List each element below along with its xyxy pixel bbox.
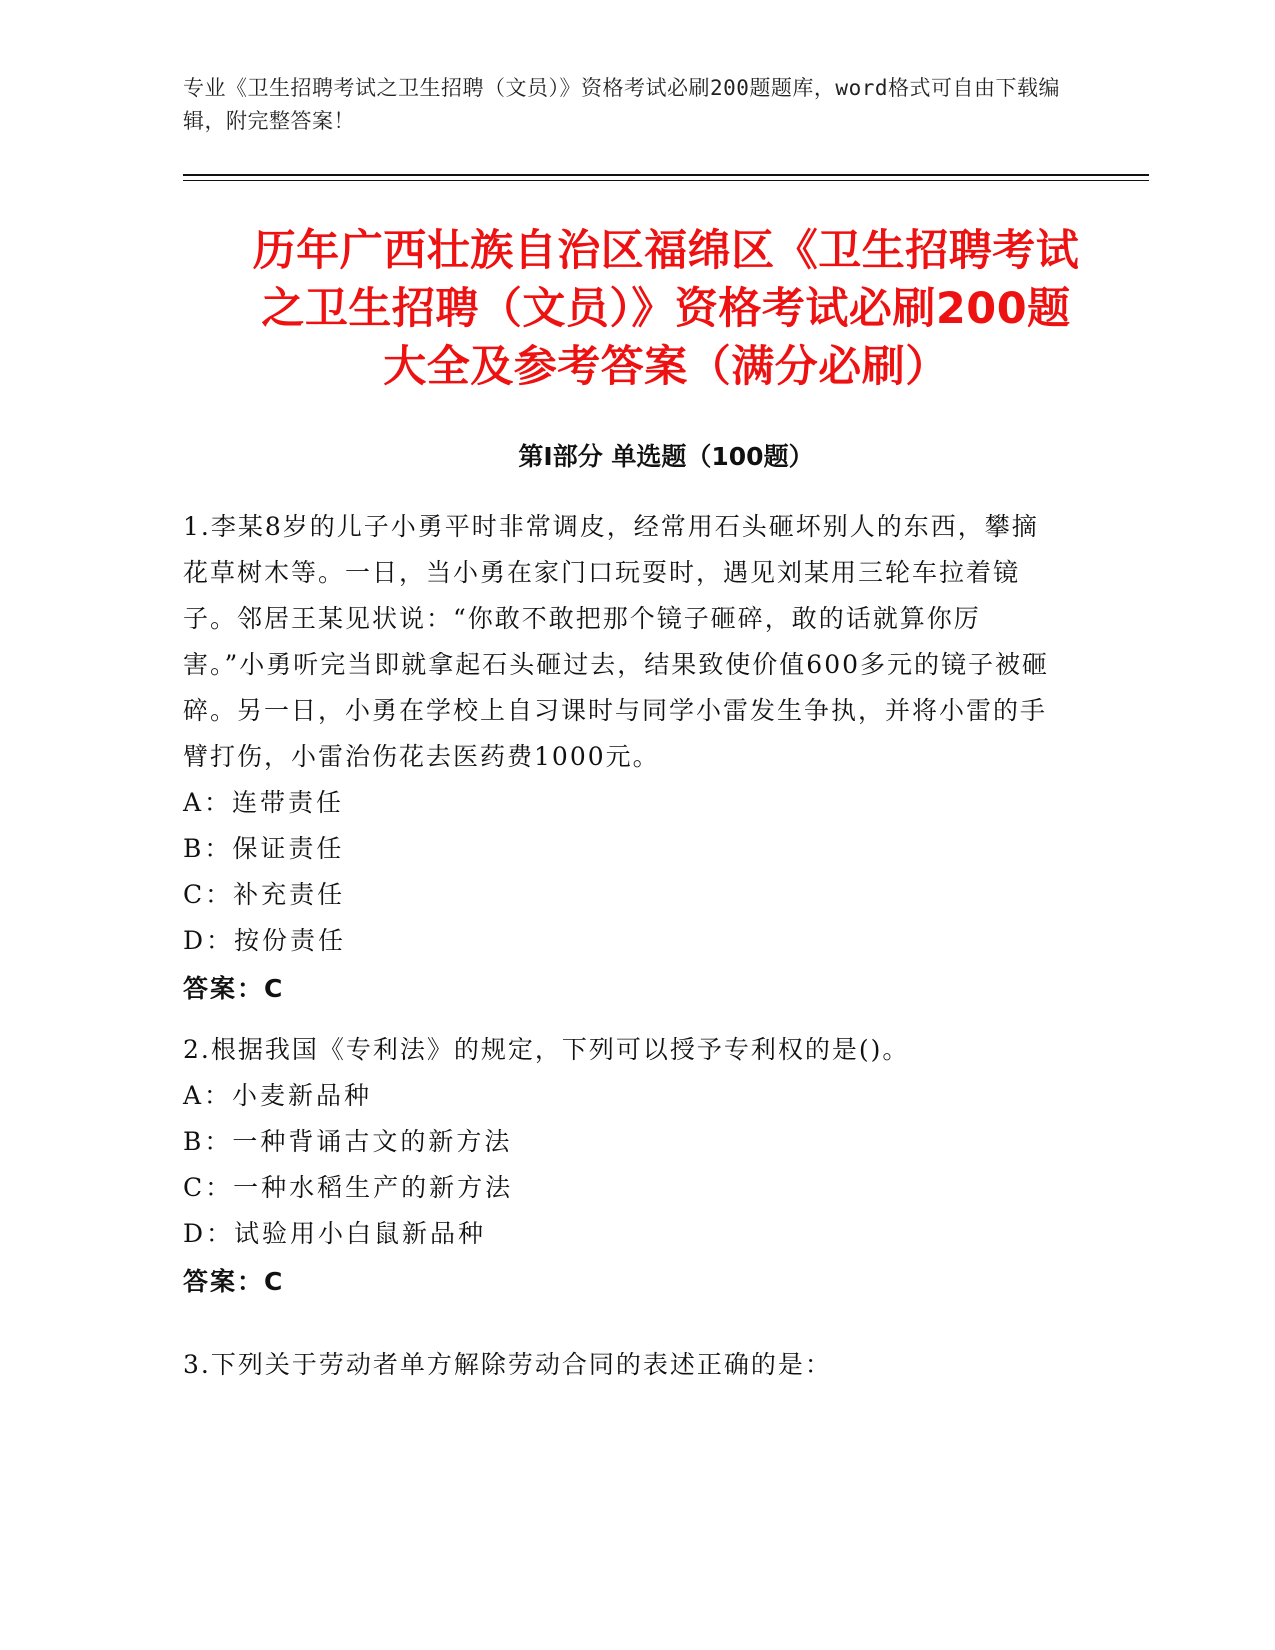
- section-heading: 第Ⅰ部分 单选题（100题）: [518, 442, 814, 471]
- question-stem: 1.李某8岁的儿子小勇平时非常调皮，经常用石头砸坏别人的东西，攀摘花草树木等。一日，当小勇在家门口玩耍时，遇见刘某用三轮车拉着镜子。邻居王某见状说：“你敢不敢把那个镜子砸碎，敢的话就算你厉害。”小勇听完当即就拿起石头砸过去，结果致使价值600多元的镜子被砸碎。另一日，小勇在学校上自习课时与同学小雷发生争执，并将小雷的手臂打伤，小雷治伤花去医药费1000元。: [183, 512, 1050, 771]
- option-a: A：小麦新品种: [183, 1081, 373, 1110]
- answer: 答案：C: [183, 974, 285, 1003]
- question-1: [183, 504, 1063, 1012]
- answer: 答案：C: [183, 1267, 285, 1296]
- title-line: 大全及参考答案（满分必刷）: [383, 342, 949, 392]
- title-line: 历年广西壮族自治区福绵区《卫生招聘考试: [252, 226, 1080, 276]
- option-b: B：保证责任: [183, 834, 345, 863]
- option-b: B：一种背诵古文的新方法: [183, 1127, 513, 1156]
- option-c: C：一种水稻生产的新方法: [183, 1173, 514, 1202]
- title-line: 之卫生招聘（文员）》资格考试必刷200题: [261, 284, 1071, 334]
- option-d: D：试验用小白鼠新品种: [183, 1219, 487, 1248]
- header-rule-thin: [183, 180, 1149, 181]
- option-c: C：补充责任: [183, 880, 346, 909]
- question-2: [183, 1027, 1063, 1305]
- option-a: A：连带责任: [183, 788, 345, 817]
- question-stem: 2.根据我国《专利法》的规定，下列可以授予专利权的是()。: [183, 1035, 910, 1064]
- document-title: [183, 222, 1149, 396]
- option-d: D：按份责任: [183, 926, 347, 955]
- header-rule-thick: [183, 174, 1149, 176]
- question-3: [183, 1342, 1063, 1388]
- question-stem: 3.下列关于劳动者单方解除劳动合同的表述正确的是：: [183, 1350, 832, 1379]
- header-note: 专业《卫生招聘考试之卫生招聘（文员）》资格考试必刷200题题库，word格式可自由下载编辑，附完整答案！: [183, 76, 1060, 133]
